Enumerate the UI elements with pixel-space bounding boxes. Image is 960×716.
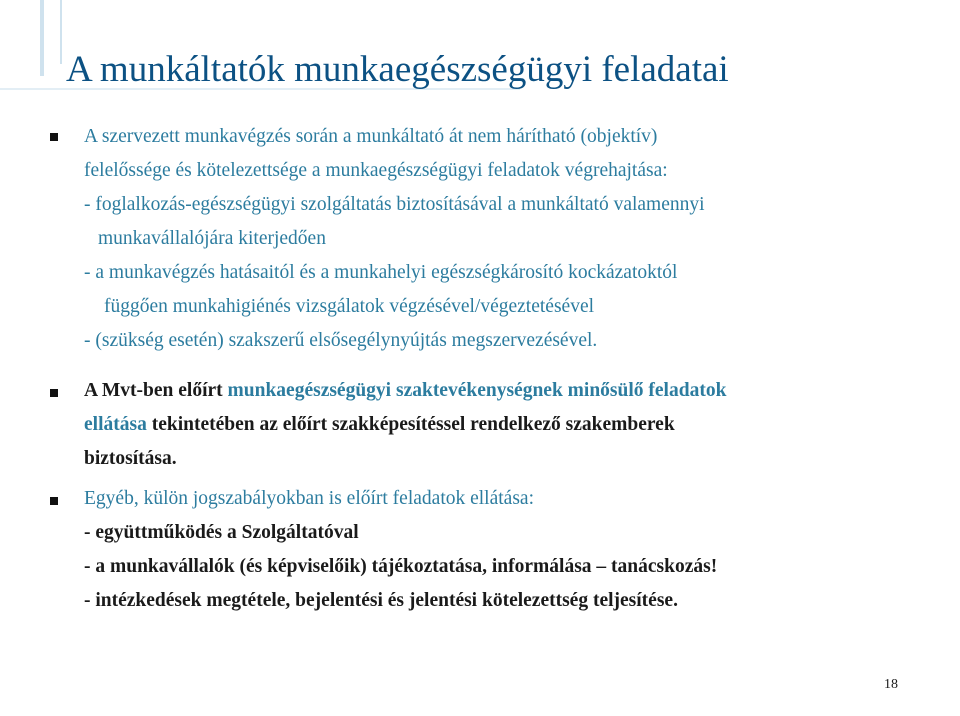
slide-title: A munkáltatók munkaegészségügyi feladatai [66, 49, 729, 90]
decorative-bar [40, 0, 44, 76]
section2-highlight: munkaegészségügyi szaktevékenységnek minősülő feladatok [227, 380, 727, 401]
page-number: 18 [884, 677, 898, 692]
section1-line: munkavállalójára kiterjedően [98, 228, 326, 249]
section2-rest: tekintetében az előírt szakképesítéssel rendelkező szakemberek [146, 414, 675, 435]
section3-item: - együttműködés a Szolgáltatóval [84, 522, 359, 543]
decorative-bar [60, 0, 62, 64]
bullet-square-icon [50, 389, 58, 397]
section1-line: A szervezett munkavégzés során a munkáltató át nem hárítható (objektív) [84, 126, 658, 147]
section1-line: - a munkavégzés hatásaitól és a munkahelyi egészségkárosító kockázatoktól [84, 262, 678, 283]
section3-item: - intézkedések megtétele, bejelentési és jelentési kötelezettség teljesítése. [84, 590, 678, 611]
section2-highlight: ellátása [84, 414, 147, 435]
bullet-square-icon [50, 497, 58, 505]
section1-line: - (szükség esetén) szakszerű elsősegélynyújtás megszervezésével. [84, 330, 598, 351]
bullet-square-icon [50, 133, 58, 141]
section1-line: felelőssége és kötelezettsége a munkaegészségügyi feladatok végrehajtása: [84, 160, 668, 181]
section1-line: - foglalkozás-egészségügyi szolgáltatás biztosításával a munkáltató valamennyi [84, 194, 705, 215]
section3-item: - a munkavállalók (és képviselőik) tájékoztatása, informálása – tanácskozás! [84, 556, 718, 577]
section3-heading: Egyéb, külön jogszabályokban is előírt feladatok ellátása: [84, 488, 534, 509]
section1-line: függően munkahigiénés vizsgálatok végzésével/végeztetésével [104, 296, 595, 317]
section2-line [84, 414, 675, 436]
section2-line [84, 380, 726, 402]
section2-prefix: A Mvt-ben előírt [84, 380, 228, 401]
section2-line: biztosítása. [84, 448, 177, 469]
